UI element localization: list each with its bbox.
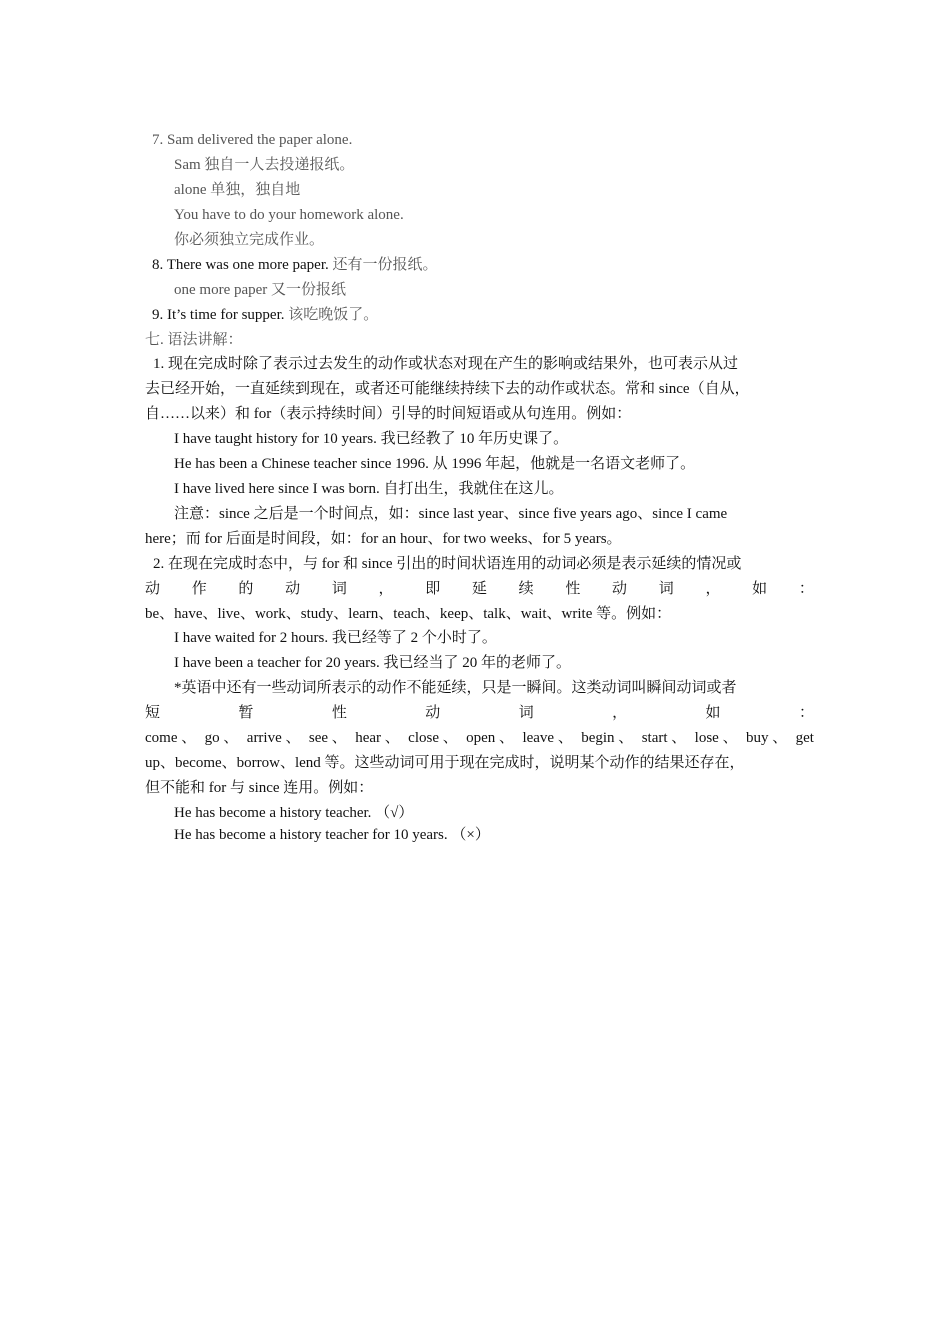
word: 动	[145, 581, 161, 597]
word: 如	[705, 705, 721, 721]
grammar-p2-line2	[145, 579, 814, 599]
item-7-sentence	[152, 130, 352, 150]
item-7-example-translation: 你必须独立完成作业。	[174, 232, 325, 248]
grammar-p2-example-3: He has become a history teacher. （√）	[174, 805, 414, 821]
item-7-text: 7. Sam delivered the paper alone.	[152, 132, 353, 148]
word: 的	[238, 581, 254, 597]
grammar-p1-line1: 1. 现在完成时除了表示过去发生的动作或状态对现在产生的影响或结果外，也可表示从过	[153, 356, 739, 372]
grammar-p2-line1: 2. 在现在完成时态中，与 for 和 since 引出的时间状语连用的动词必须是表示延续的情况或	[153, 556, 742, 572]
word: go 、	[204, 730, 239, 746]
word: close 、	[408, 730, 458, 746]
grammar-p1-line2: 去已经开始，一直延续到现在，或者还可能继续持续下去的动作或状态。常和 since（自从，	[145, 381, 750, 397]
word: 动	[612, 581, 628, 597]
item-9-sentence: 9. It’s time for supper.	[152, 307, 285, 323]
grammar-p2-line3: be、have、live、work、study、learn、teach、keep、talk、wait、write 等。例如：	[145, 606, 672, 622]
word: ：	[798, 705, 814, 721]
word: 性	[331, 705, 347, 721]
grammar-p1-example-1: I have taught history for 10 years. 我已经教了 10 年历史课了。	[174, 431, 569, 447]
word: 如	[752, 581, 768, 597]
word: buy 、	[745, 730, 788, 746]
word: 短	[145, 705, 161, 721]
word: 暂	[238, 705, 254, 721]
item-8-translation: 还有一份报纸。	[332, 257, 438, 273]
word: 词	[331, 581, 347, 597]
item-7-translation: Sam 独自一人去投递报纸。	[174, 157, 355, 173]
grammar-p2-example-4: He has become a history teacher for 10 years. （×）	[174, 827, 490, 843]
grammar-p2-star-line1: *英语中还有一些动词所表示的动作不能延续，只是一瞬间。这类动词叫瞬间动词或者	[174, 680, 737, 696]
word: get	[795, 730, 814, 746]
word: come 、	[145, 730, 197, 746]
item-9	[152, 305, 378, 325]
word: arrive 、	[246, 730, 301, 746]
word: 即	[425, 581, 441, 597]
grammar-p1-line3: 自……以来）和 for（表示持续时间）引导的时间短语或从句连用。例如：	[145, 406, 632, 422]
word: 动	[425, 705, 441, 721]
grammar-p2-example-2: I have been a teacher for 20 years. 我已经当了 20 年的老师了。	[174, 655, 571, 671]
item-9-translation: 该吃晚饭了。	[288, 307, 379, 323]
grammar-heading: 七. 语法讲解：	[145, 332, 243, 348]
grammar-p2-star-line2	[145, 703, 814, 723]
word: begin 、	[581, 730, 634, 746]
word: 动	[285, 581, 301, 597]
grammar-p1-example-2: He has been a Chinese teacher since 1996. 从 1996 年起，他就是一名语文老师了。	[174, 456, 696, 472]
word: start 、	[641, 730, 687, 746]
item-7-vocab: alone 单独，独自地	[174, 182, 301, 198]
grammar-p2-star-line5: 但不能和 for 与 since 连用。例如：	[145, 780, 374, 796]
word: 性	[565, 581, 581, 597]
word: ，	[612, 705, 628, 721]
word: 词	[518, 705, 534, 721]
grammar-p2-star-line3	[145, 728, 814, 748]
item-8-vocab: one more paper 又一份报纸	[174, 282, 347, 298]
word: lose 、	[694, 730, 738, 746]
word: ：	[798, 581, 814, 597]
word: 作	[191, 581, 207, 597]
item-7-example: You have to do your homework alone.	[174, 207, 404, 223]
item-8-sentence: 8. There was one more paper.	[152, 257, 329, 273]
grammar-p2-example-1: I have waited for 2 hours. 我已经等了 2 个小时了。	[174, 630, 497, 646]
word: see 、	[308, 730, 347, 746]
grammar-p1-note-line2: here；而 for 后面是时间段，如：for an hour、for two weeks、for 5 years。	[145, 531, 622, 547]
word: leave 、	[522, 730, 573, 746]
word: ，	[705, 581, 721, 597]
grammar-p2-star-line4: up、become、borrow、lend 等。这些动词可用于现在完成时，说明某个动作的结果还存在，	[145, 755, 745, 771]
word: ，	[378, 581, 394, 597]
word: open 、	[466, 730, 515, 746]
grammar-p1-note-line1: 注意：since 之后是一个时间点，如：since last year、since five years ago、since I came	[174, 506, 728, 522]
word: 词	[658, 581, 674, 597]
word: 延	[471, 581, 487, 597]
grammar-p1-example-3: I have lived here since I was born. 自打出生，我就住在这儿。	[174, 481, 564, 497]
word: hear 、	[355, 730, 400, 746]
item-8	[152, 255, 438, 275]
word: 续	[518, 581, 534, 597]
